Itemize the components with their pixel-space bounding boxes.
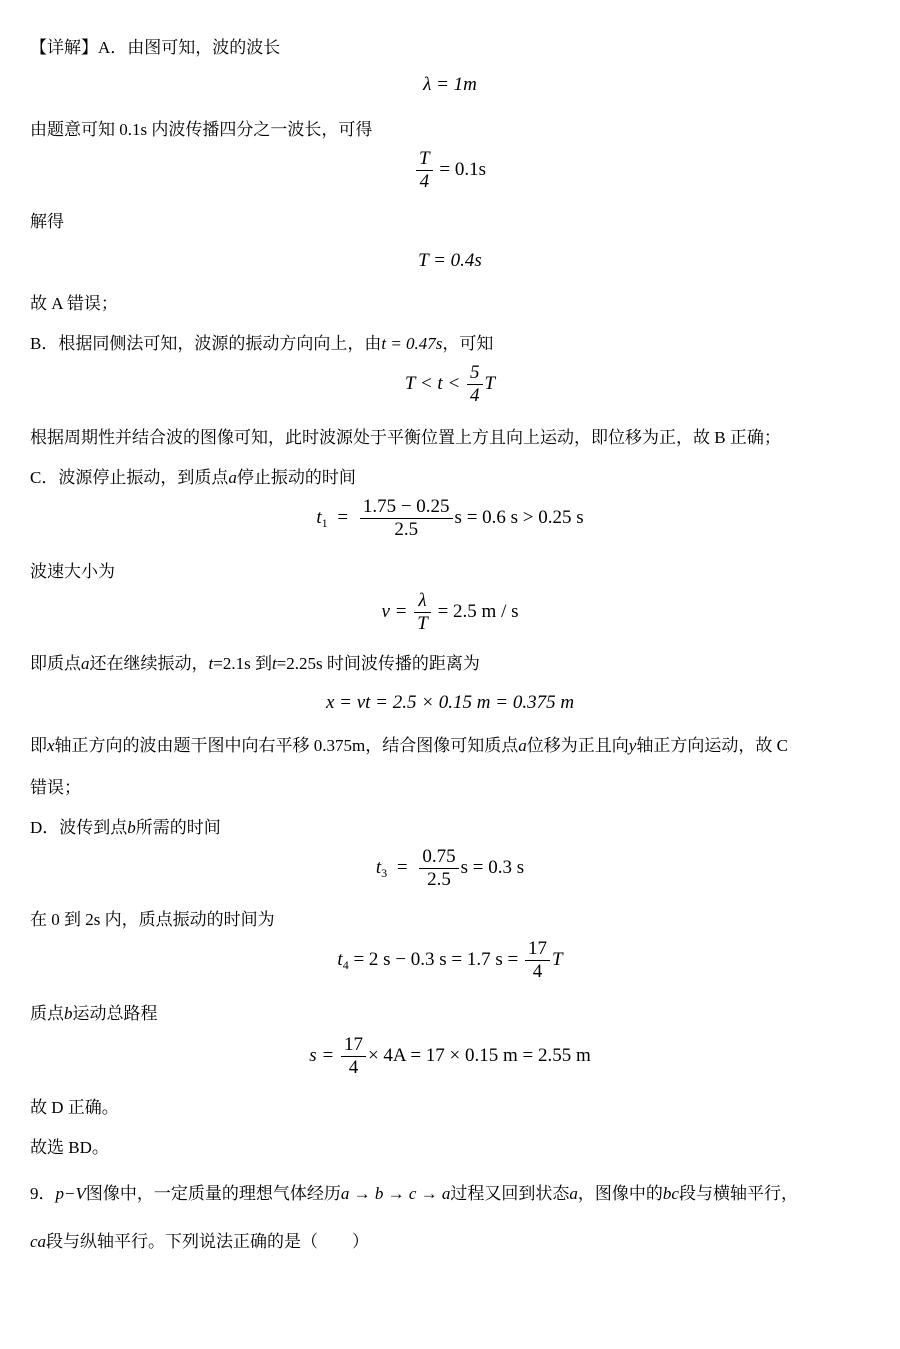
text: 即质点 [30, 654, 81, 673]
math: bc [662, 1184, 679, 1203]
text: 位移为正且向 [526, 736, 629, 755]
math: T [552, 948, 563, 970]
text-line-9 [30, 652, 480, 676]
math: x [47, 736, 55, 755]
text: 故 A 错误； [30, 294, 118, 313]
subscript: 4 [342, 957, 349, 972]
math: T < t < [404, 372, 461, 394]
text-line-15 [30, 1096, 119, 1120]
denominator: 2.5 [394, 519, 419, 540]
equation-distance [0, 692, 900, 714]
equation-time-range [0, 362, 900, 407]
math: = 2.5 m / s [437, 600, 519, 622]
text: 【详解】A．由图可知，波的波长 [30, 38, 281, 57]
math: t [316, 506, 322, 528]
text: 图像中，一定质量的理想气体经历 [85, 1184, 341, 1203]
math: y [628, 736, 637, 755]
text: 错误； [30, 778, 81, 797]
math: x = vt = 2.5 × 0.15 m = 0.375 m [325, 692, 575, 713]
text: 由题意可知 0.1s 内波传播四分之一波长，可得 [30, 120, 373, 139]
text: 故选 BD。 [30, 1138, 109, 1157]
math: p−V [55, 1184, 86, 1203]
math: ca [30, 1232, 47, 1251]
equation-stop-time: $t_1$ = $\frac{1.75 - 0.25}{2.5}$ s = 0.6 s > 0.25 s [316, 496, 584, 540]
text-line-3 [30, 210, 64, 234]
numerator: λ [414, 590, 431, 613]
math: b [64, 1004, 73, 1023]
math: s = 0.3 s [460, 856, 525, 878]
text: 轴正方向的波由题干图中向右平移 0.375m，结合图像可知质点 [54, 736, 519, 755]
denominator: 4 [532, 961, 543, 982]
text: 运动总路程 [72, 1004, 158, 1023]
text-line-6 [30, 426, 781, 450]
text-line-8 [30, 560, 115, 584]
math: λ = 1m [423, 74, 477, 95]
math: t [375, 856, 382, 878]
fraction [341, 1034, 366, 1079]
text: 段与横轴平行， [678, 1184, 798, 1203]
subscript: 3 [381, 865, 388, 880]
math: v = [381, 600, 408, 622]
text-line-4 [30, 292, 118, 316]
fraction [414, 590, 431, 635]
text: C．波源停止振动，到质点 [30, 468, 229, 487]
text-line-2 [30, 118, 372, 142]
text: ，可知 [442, 334, 494, 353]
subscript: 1 [321, 515, 328, 530]
text: =2.25s 时间波传播的距离为 [276, 654, 480, 673]
math: t [271, 654, 277, 673]
math: t [208, 654, 214, 673]
text: 解得 [30, 212, 64, 231]
math: a [228, 468, 237, 487]
equation-quarter-period [0, 148, 900, 193]
text: B．根据同侧法可知，波源的振动方向向上，由 [30, 334, 382, 353]
fraction [419, 846, 458, 891]
text-line-10 [30, 734, 788, 758]
math: b [127, 818, 136, 837]
math: a [569, 1184, 578, 1203]
equation-wave-speed [0, 590, 900, 635]
numerator: T [416, 148, 433, 171]
math: × 4A = 17 × 0.15 m = 2.55 m [367, 1044, 591, 1066]
fraction [467, 362, 483, 407]
text: 故 D 正确。 [30, 1098, 119, 1117]
text-line-7 [30, 466, 356, 490]
text-line-14 [30, 1002, 158, 1026]
text-line-16 [30, 1136, 109, 1160]
denominator: 4 [419, 171, 430, 192]
equation-total-path [0, 1034, 900, 1079]
equation-vibration-time [0, 938, 900, 983]
fraction [416, 148, 433, 193]
math: a [518, 736, 527, 755]
text-line-5 [30, 332, 493, 356]
denominator: 2.5 [427, 869, 451, 890]
text: 还在继续振动， [89, 654, 209, 673]
question-9-line-2 [30, 1230, 369, 1254]
text: 段与纵轴平行。下列说法正确的是（ ） [46, 1232, 370, 1251]
text: 过程又回到状态 [450, 1184, 570, 1203]
text: D．波传到点 [30, 818, 128, 837]
fraction [525, 938, 550, 983]
text: ，图像中的 [577, 1184, 663, 1203]
text: 9． [30, 1184, 56, 1203]
text: 波速大小为 [30, 562, 115, 581]
math: T [484, 372, 496, 394]
text-line-12 [30, 816, 221, 840]
equation-arrival-time: $t_3$ = $\frac{0.75}{2.5}$ s = 0.3 s [375, 846, 525, 890]
text: 停止振动的时间 [236, 468, 356, 487]
text: 所需的时间 [135, 818, 221, 837]
math: T = 0.4s [418, 250, 482, 271]
numerator: 17 [525, 938, 550, 961]
numerator: 1.75 − 0.25 [360, 496, 453, 519]
text-line-11 [30, 776, 81, 800]
text-line-13 [30, 908, 275, 932]
text: =2.1s 到 [213, 654, 272, 673]
numerator: 17 [341, 1034, 366, 1057]
math: = 2 s − 0.3 s = 1.7 s = [353, 948, 519, 970]
fraction [360, 496, 453, 541]
numerator: 5 [467, 362, 483, 385]
math: = 0.1s [439, 158, 486, 180]
text: 轴正方向运动，故 C [636, 736, 788, 755]
text-line-1 [30, 36, 280, 60]
math: a → b → c → a [340, 1184, 451, 1203]
denominator: 4 [470, 385, 480, 406]
math: t [337, 948, 343, 970]
math: s = 0.6 s > 0.25 s [454, 506, 584, 528]
question-9-line-1 [30, 1182, 798, 1206]
text: 即 [30, 736, 47, 755]
text: 质点 [30, 1004, 64, 1023]
denominator: 4 [348, 1057, 359, 1078]
denominator: T [417, 613, 428, 634]
text: 在 0 到 2s 内，质点振动的时间为 [30, 910, 275, 929]
equation-wavelength [0, 74, 900, 96]
equation-period [0, 250, 900, 272]
numerator: 0.75 [419, 846, 458, 869]
math: s = [309, 1044, 335, 1066]
text: 根据周期性并结合波的图像可知，此时波源处于平衡位置上方且向上运动，即位移为正，故 B 正确； [30, 428, 781, 447]
math: a [81, 654, 90, 673]
math: t = 0.47s [381, 334, 443, 353]
